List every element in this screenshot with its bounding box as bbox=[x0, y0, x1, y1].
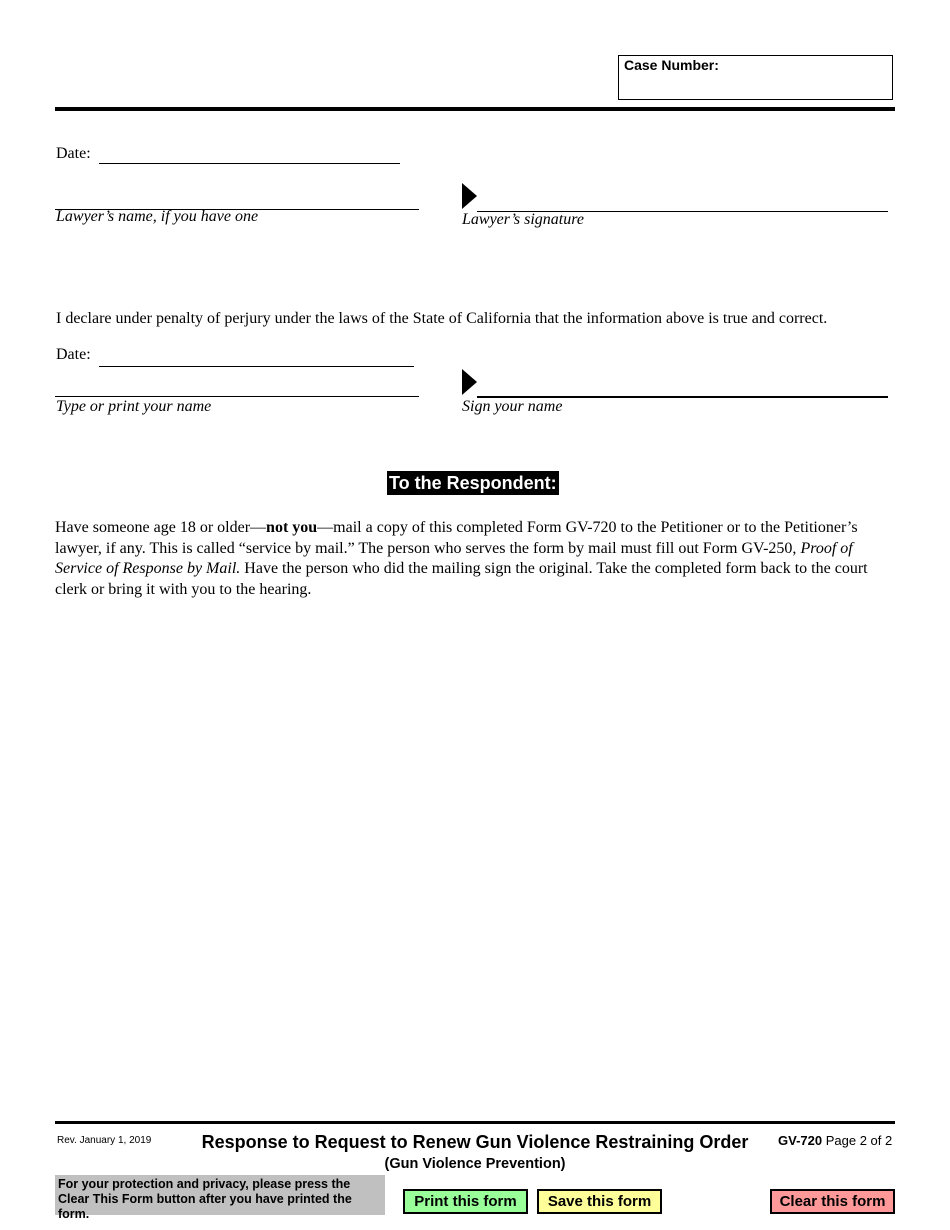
print-form-button[interactable]: Print this form bbox=[403, 1189, 528, 1214]
perjury-declaration: I declare under penalty of perjury under the laws of the State of California that the information above is true and correct. bbox=[56, 310, 828, 327]
printed-name-caption: Type or print your name bbox=[56, 398, 212, 415]
respondent-instructions bbox=[55, 518, 900, 600]
instructions-part-2: —mail a copy of this completed Form GV-720 to the Petitioner or to the Petitioner’s lawyer, if any. This is called “service by mail.” The person who serves the form by mail must fill out Form GV-250, bbox=[55, 519, 858, 557]
lawyer-signature-caption: Lawyer’s signature bbox=[462, 211, 584, 228]
respondent-signature-caption: Sign your name bbox=[462, 398, 563, 415]
printed-name-field[interactable] bbox=[55, 396, 419, 397]
declaration-date-label: Date: bbox=[56, 346, 91, 363]
signature-arrow-icon bbox=[462, 369, 477, 395]
form-code: GV-720 bbox=[778, 1133, 823, 1148]
respondent-heading: To the Respondent: bbox=[389, 473, 557, 493]
form-title: Response to Request to Renew Gun Violence Restraining Order bbox=[201, 1132, 749, 1152]
revision-date: Rev. January 1, 2019 bbox=[57, 1135, 152, 1146]
instructions-emphasis: not you bbox=[266, 519, 318, 536]
clear-form-button[interactable]: Clear this form bbox=[770, 1189, 895, 1214]
lawyer-date-label: Date: bbox=[56, 145, 91, 162]
page-number: Page 2 of 2 bbox=[825, 1133, 893, 1148]
lawyer-name-caption: Lawyer’s name, if you have one bbox=[56, 208, 259, 225]
instructions-part-3: Have the person who did the mailing sign the original. Take the completed form back to the court clerk or bring it with you to the hearing. bbox=[55, 560, 868, 598]
signature-arrow-icon bbox=[462, 183, 477, 209]
lawyer-date-field[interactable] bbox=[99, 163, 400, 164]
privacy-notice: For your protection and privacy, please press the Clear This Form button after you have printed the form. bbox=[55, 1175, 385, 1215]
form-page-info bbox=[778, 1133, 892, 1148]
instructions-intro: Have someone age 18 or older— bbox=[55, 519, 267, 536]
case-number-box[interactable] bbox=[618, 55, 893, 100]
case-number-label: Case Number: bbox=[624, 57, 719, 73]
proof-of-service-title: Proof of Service of Response by Mail. bbox=[55, 539, 853, 577]
footer-divider bbox=[55, 1121, 895, 1124]
declaration-date-field[interactable] bbox=[99, 366, 414, 367]
save-form-button[interactable]: Save this form bbox=[537, 1189, 662, 1214]
header-divider bbox=[55, 107, 895, 111]
form-subtitle: (Gun Violence Prevention) bbox=[384, 1156, 566, 1172]
